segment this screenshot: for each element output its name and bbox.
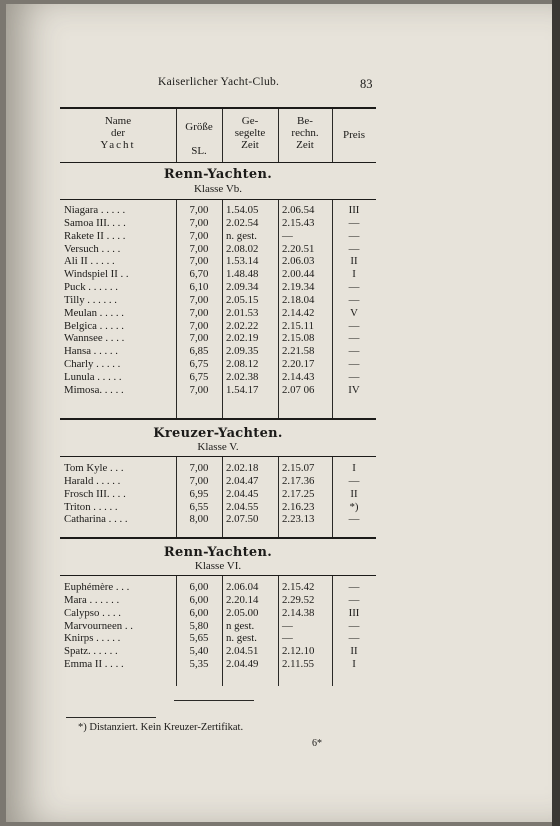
page-number: 83 [360,77,373,91]
sailed-time: 2.01.53 [226,306,259,319]
sailed-time: 2.20.14 [226,593,259,606]
table-row [60,281,376,294]
yacht-name: Mimosa. . . . . [64,383,124,396]
yacht-size: 5,35 [189,658,209,671]
sailed-time: n gest. [226,619,255,632]
yacht-size: 6,95 [189,487,209,500]
sailed-time: 2.08.12 [226,358,259,371]
sailed-time: 2.09.35 [226,345,259,358]
yacht-name: Charly . . . . . [64,358,121,371]
table-row [60,243,376,256]
closing-rule [174,700,254,701]
yacht-size: 7,00 [189,293,209,306]
sailed-time: 2.06.04 [226,581,259,593]
column-header-computed-time: Be- rechn. Zeit [291,115,319,151]
section-rule [60,199,376,200]
section-rows [60,581,376,671]
computed-time: 2.17.36 [282,474,315,487]
prize: II [350,645,358,658]
yacht-size: 7,00 [189,319,209,332]
sailed-time: 2.05.00 [226,606,259,619]
footnote: *) Distanziert. Kein Kreuzer-Zertifikat. [78,722,244,733]
section-rule [60,456,376,457]
yacht-name: Meulan . . . . . [64,306,124,319]
sailed-time: 2.02.18 [226,462,259,474]
footnote-rule [66,717,156,718]
prize: — [348,216,360,229]
section-rule [60,575,376,576]
yacht-name: Harald . . . . . [64,474,121,487]
yacht-name: Knirps . . . . . [64,632,121,645]
yacht-size: 5,65 [189,632,209,645]
table-row [60,320,376,333]
computed-time: — [282,632,293,645]
table-row [60,462,376,475]
yacht-name: Catharina . . . . [64,513,128,526]
sailed-time: 2.05.15 [226,293,259,306]
yacht-size: 6,85 [189,345,209,358]
table-row [60,307,376,320]
sailed-time: n. gest. [226,229,257,242]
yacht-name: Puck . . . . . . [64,281,118,294]
prize: — [348,293,360,306]
prize: — [348,345,360,358]
sailed-time: 2.02.38 [226,370,259,383]
prize: — [348,332,360,345]
prize: V [350,306,358,319]
computed-time: 2.19.34 [282,281,315,294]
yacht-name: Belgica . . . . . [64,319,124,332]
prize: — [348,281,360,294]
prize: III [348,606,360,619]
prize: — [348,632,360,645]
table-row [60,620,376,633]
table-row [60,488,376,501]
yacht-name: Wannsee . . . . [64,332,125,345]
computed-time: 2.11.55 [282,658,314,671]
prize: I [352,658,356,671]
yacht-size: 6,00 [189,606,209,619]
section-title: Renn-Yachten. [163,545,273,560]
computed-time: 2.15.11 [282,319,314,332]
computed-time: 2.23.13 [282,513,315,526]
table-row [60,581,376,594]
table-row [60,332,376,345]
computed-time: 2.06.54 [282,204,315,216]
yacht-name: Rakete II . . . . [64,229,126,242]
prize: IV [348,383,360,396]
column-header-prize: Preis [343,129,365,141]
computed-time: 2.15.43 [282,216,315,229]
computed-time: 2.17.25 [282,487,315,500]
section-rows [60,462,376,526]
yacht-name: Hansa . . . . . [64,345,118,358]
computed-time: 2.18.04 [282,293,315,306]
sailed-time: 2.07.50 [226,513,259,526]
yacht-size: 7,00 [189,216,209,229]
computed-time: 2.00.44 [282,268,315,281]
table-row [60,632,376,645]
prize: — [348,229,360,242]
yacht-size: 7,00 [189,332,209,345]
yacht-name: Ali II . . . . . [64,255,115,268]
prize: — [348,593,360,606]
table-row [60,230,376,243]
table-row [60,345,376,358]
computed-time: 2.12.10 [282,645,315,658]
yacht-name: Tom Kyle . . . [64,462,124,474]
section-subtitle: Klasse Vb. [193,183,243,195]
yacht-name: Mara . . . . . . [64,593,120,606]
computed-time: 2.14.42 [282,306,315,319]
running-head [6,76,552,96]
table-row [60,594,376,607]
yacht-name: Euphémère . . . [64,581,130,593]
sailed-time: 2.02.54 [226,216,259,229]
yacht-size: 8,00 [189,513,209,526]
prize: — [348,619,360,632]
yacht-name: Niagara . . . . . [64,204,126,216]
table-row [60,294,376,307]
yacht-size: 6,00 [189,593,209,606]
table-row [60,384,376,397]
table-row [60,217,376,230]
table-row [60,513,376,526]
prize: — [348,358,360,371]
table-row [60,645,376,658]
computed-time: 2.06.03 [282,255,315,268]
yacht-name: Calypso . . . . [64,606,121,619]
table-row [60,475,376,488]
computed-time: 2.07 06 [282,383,315,396]
prize: — [348,513,360,526]
computed-time: 2.16.23 [282,500,315,513]
computed-time: — [282,619,293,632]
computed-time: 2.15.07 [282,462,315,474]
yacht-name: Marvourneen . . [64,619,133,632]
yacht-name: Spatz. . . . . . [64,645,118,658]
computed-time: 2.14.43 [282,370,315,383]
yacht-size: 6,75 [189,370,209,383]
yacht-size: 7,00 [189,242,209,255]
sailed-time: 2.02.19 [226,332,259,345]
computed-time: 2.21.58 [282,345,315,358]
sailed-time: 2.02.22 [226,319,259,332]
yacht-name: Windspiel II . . [64,268,129,281]
sailed-time: n. gest. [226,632,257,645]
table-row [60,607,376,620]
computed-time: 2.29.52 [282,593,315,606]
sailed-time: 2.08.02 [226,242,259,255]
computed-time: 2.15.08 [282,332,315,345]
prize: — [348,370,360,383]
computed-time: 2.14.38 [282,606,315,619]
book-edge [552,0,560,826]
yacht-size: 6,70 [189,268,209,281]
section-title: Kreuzer-Yachten. [153,426,283,441]
yacht-size: 7,00 [189,383,209,396]
sailed-time: 2.04.45 [226,487,259,500]
prize: — [348,581,360,593]
yacht-name: Samoa III. . . . [64,216,126,229]
column-header-sailed-time: Ge- segelte Zeit [234,115,266,151]
prize: — [348,242,360,255]
section-subtitle: Klasse V. [197,441,239,453]
table-row [60,268,376,281]
yacht-name: Tilly . . . . . . [64,293,118,306]
yacht-size: 5,80 [189,619,209,632]
prize: I [352,462,356,474]
prize: II [350,487,358,500]
computed-time: 2.20.17 [282,358,315,371]
yacht-size: 6,10 [189,281,209,294]
yacht-size: 7,00 [189,255,209,268]
column-header-name: Name der Yacht [100,115,136,151]
yacht-size: 7,00 [189,474,209,487]
prize: II [350,255,358,268]
table-row [60,501,376,514]
prize: III [348,204,360,216]
yacht-name: Lunula . . . . . [64,370,122,383]
table-row [60,255,376,268]
yacht-size: 6,75 [189,358,209,371]
yacht-size: 5,40 [189,645,209,658]
table-row [60,371,376,384]
yacht-name: Triton . . . . . [64,500,118,513]
computed-time: 2.15.42 [282,581,315,593]
sailed-time: 1.54.17 [226,383,259,396]
yacht-name: Versuch . . . . [64,242,121,255]
section-title: Renn-Yachten. [163,167,273,182]
yacht-size: 6,55 [189,500,209,513]
sailed-time: 2.09.34 [226,281,259,294]
sailed-time: 1.53.14 [226,255,259,268]
table-row [60,358,376,371]
section-end-rule [60,418,376,420]
yacht-size: 7,00 [189,229,209,242]
sailed-time: 2.04.55 [226,500,259,513]
yacht-name: Emma II . . . . [64,658,124,671]
computed-time: — [282,229,293,242]
table-top-rule [60,107,376,109]
section-subtitle: Klasse VI. [194,560,242,572]
yacht-size: 7,00 [189,306,209,319]
section-end-rule [60,537,376,539]
sailed-time: 2.04.51 [226,645,259,658]
column-header-size: Größe SL. [185,121,213,157]
sailed-time: 2.04.49 [226,658,259,671]
yacht-size: 7,00 [189,462,209,474]
prize: I [352,268,356,281]
computed-time: 2.20.51 [282,242,315,255]
section-rows [60,204,376,397]
table-row [60,658,376,671]
prize: — [348,319,360,332]
prize: *) [349,500,359,513]
yacht-size: 6,00 [189,581,209,593]
sailed-time: 2.04.47 [226,474,259,487]
sailed-time: 1.48.48 [226,268,259,281]
table-row [60,204,376,217]
yacht-name: Frosch III. . . . [64,487,126,500]
prize: — [348,474,360,487]
header-bottom-rule [60,162,376,163]
running-head-title: Kaiserlicher Yacht-Club. [158,76,280,88]
yacht-size: 7,00 [189,204,209,216]
book-page [6,4,552,822]
printer-signature: 6* [312,738,322,749]
sailed-time: 1.54.05 [226,204,259,216]
